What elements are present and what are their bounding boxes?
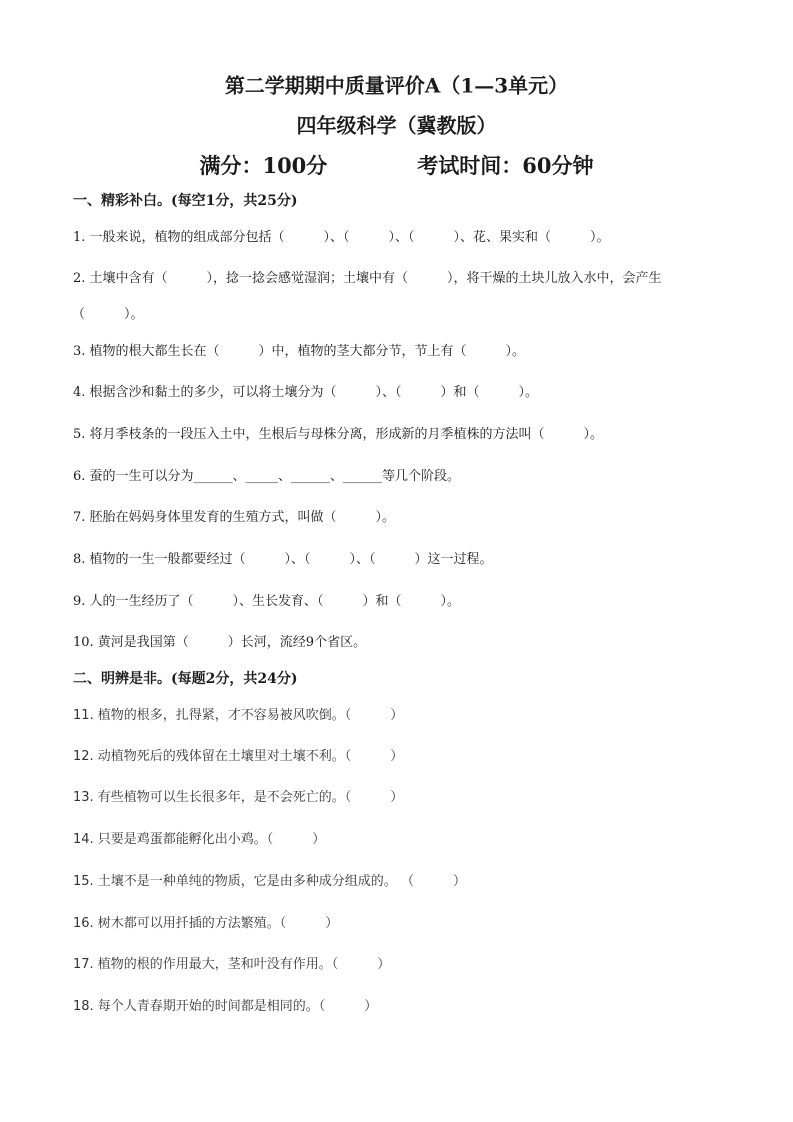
section-heading-true-false: 二、明辨是非。(每题2分，共24分): [73, 671, 298, 687]
question-18: 18. 每个人青春期开始的时间都是相同的。（ ）: [73, 999, 378, 1014]
question-16: 16. 树木都可以用扦插的方法繁殖。（ ）: [73, 916, 339, 931]
full-score: 满分：100分: [199, 153, 328, 178]
question-8: 8. 植物的一生一般都要经过（ ）、（ ）、（ ）这一过程。: [73, 552, 493, 567]
question-6: 6. 蚕的一生可以分为______、_____、______、______等几个阶段。: [73, 469, 461, 484]
question-2: 2. 土壤中含有（ ），捻一捻会感觉湿润；土壤中有（ ），将干燥的土块儿放入水中，会产生: [73, 271, 662, 286]
question-13: 13. 有些植物可以生长很多年，是不会死亡的。（ ）: [73, 790, 404, 805]
exam-info: [0, 150, 793, 180]
question-4: 4. 根据含沙和黏土的多少，可以将土壤分为（ ）、（ ）和（ ）。: [73, 385, 539, 400]
question-5: 5. 将月季枝条的一段压入土中，生根后与母株分离，形成新的月季植株的方法叫（ ）。: [73, 427, 604, 442]
question-2-continued: （ ）。: [72, 307, 144, 322]
question-7: 7. 胚胎在妈妈身体里发育的生殖方式，叫做（ ）。: [73, 510, 396, 525]
question-12: 12. 动植物死后的残体留在土壤里对土壤不利。（ ）: [73, 749, 404, 764]
section-heading-fill-blank: 一、精彩补白。(每空1分，共25分): [73, 193, 298, 209]
question-15: 15. 土壤不是一种单纯的物质，它是由多种成分组成的。 （ ）: [73, 874, 466, 889]
question-17: 17. 植物的根的作用最大，茎和叶没有作用。（ ）: [73, 957, 391, 972]
question-3: 3. 植物的根大都生长在（ ）中，植物的茎大都分节，节上有（ ）。: [73, 344, 526, 359]
question-9: 9. 人的一生经历了（ ）、生长发育、（ ）和（ ）。: [73, 594, 461, 609]
question-11: 11. 植物的根多，扎得紧，才不容易被风吹倒。（ ）: [73, 708, 404, 723]
exam-title: 第二学期期中质量评价A（1—3单元）: [224, 73, 569, 98]
question-10: 10. 黄河是我国第（ ）长河，流经9个省区。: [73, 635, 367, 650]
exam-subtitle: 四年级科学（冀教版）: [296, 113, 497, 138]
exam-time: 考试时间：60分钟: [417, 153, 594, 178]
question-1: 1. 一般来说，植物的组成部分包括（ ）、（ ）、（ ）、花、果实和（ ）。: [73, 230, 610, 245]
question-14: 14. 只要是鸡蛋都能孵化出小鸡。（ ）: [73, 832, 326, 847]
